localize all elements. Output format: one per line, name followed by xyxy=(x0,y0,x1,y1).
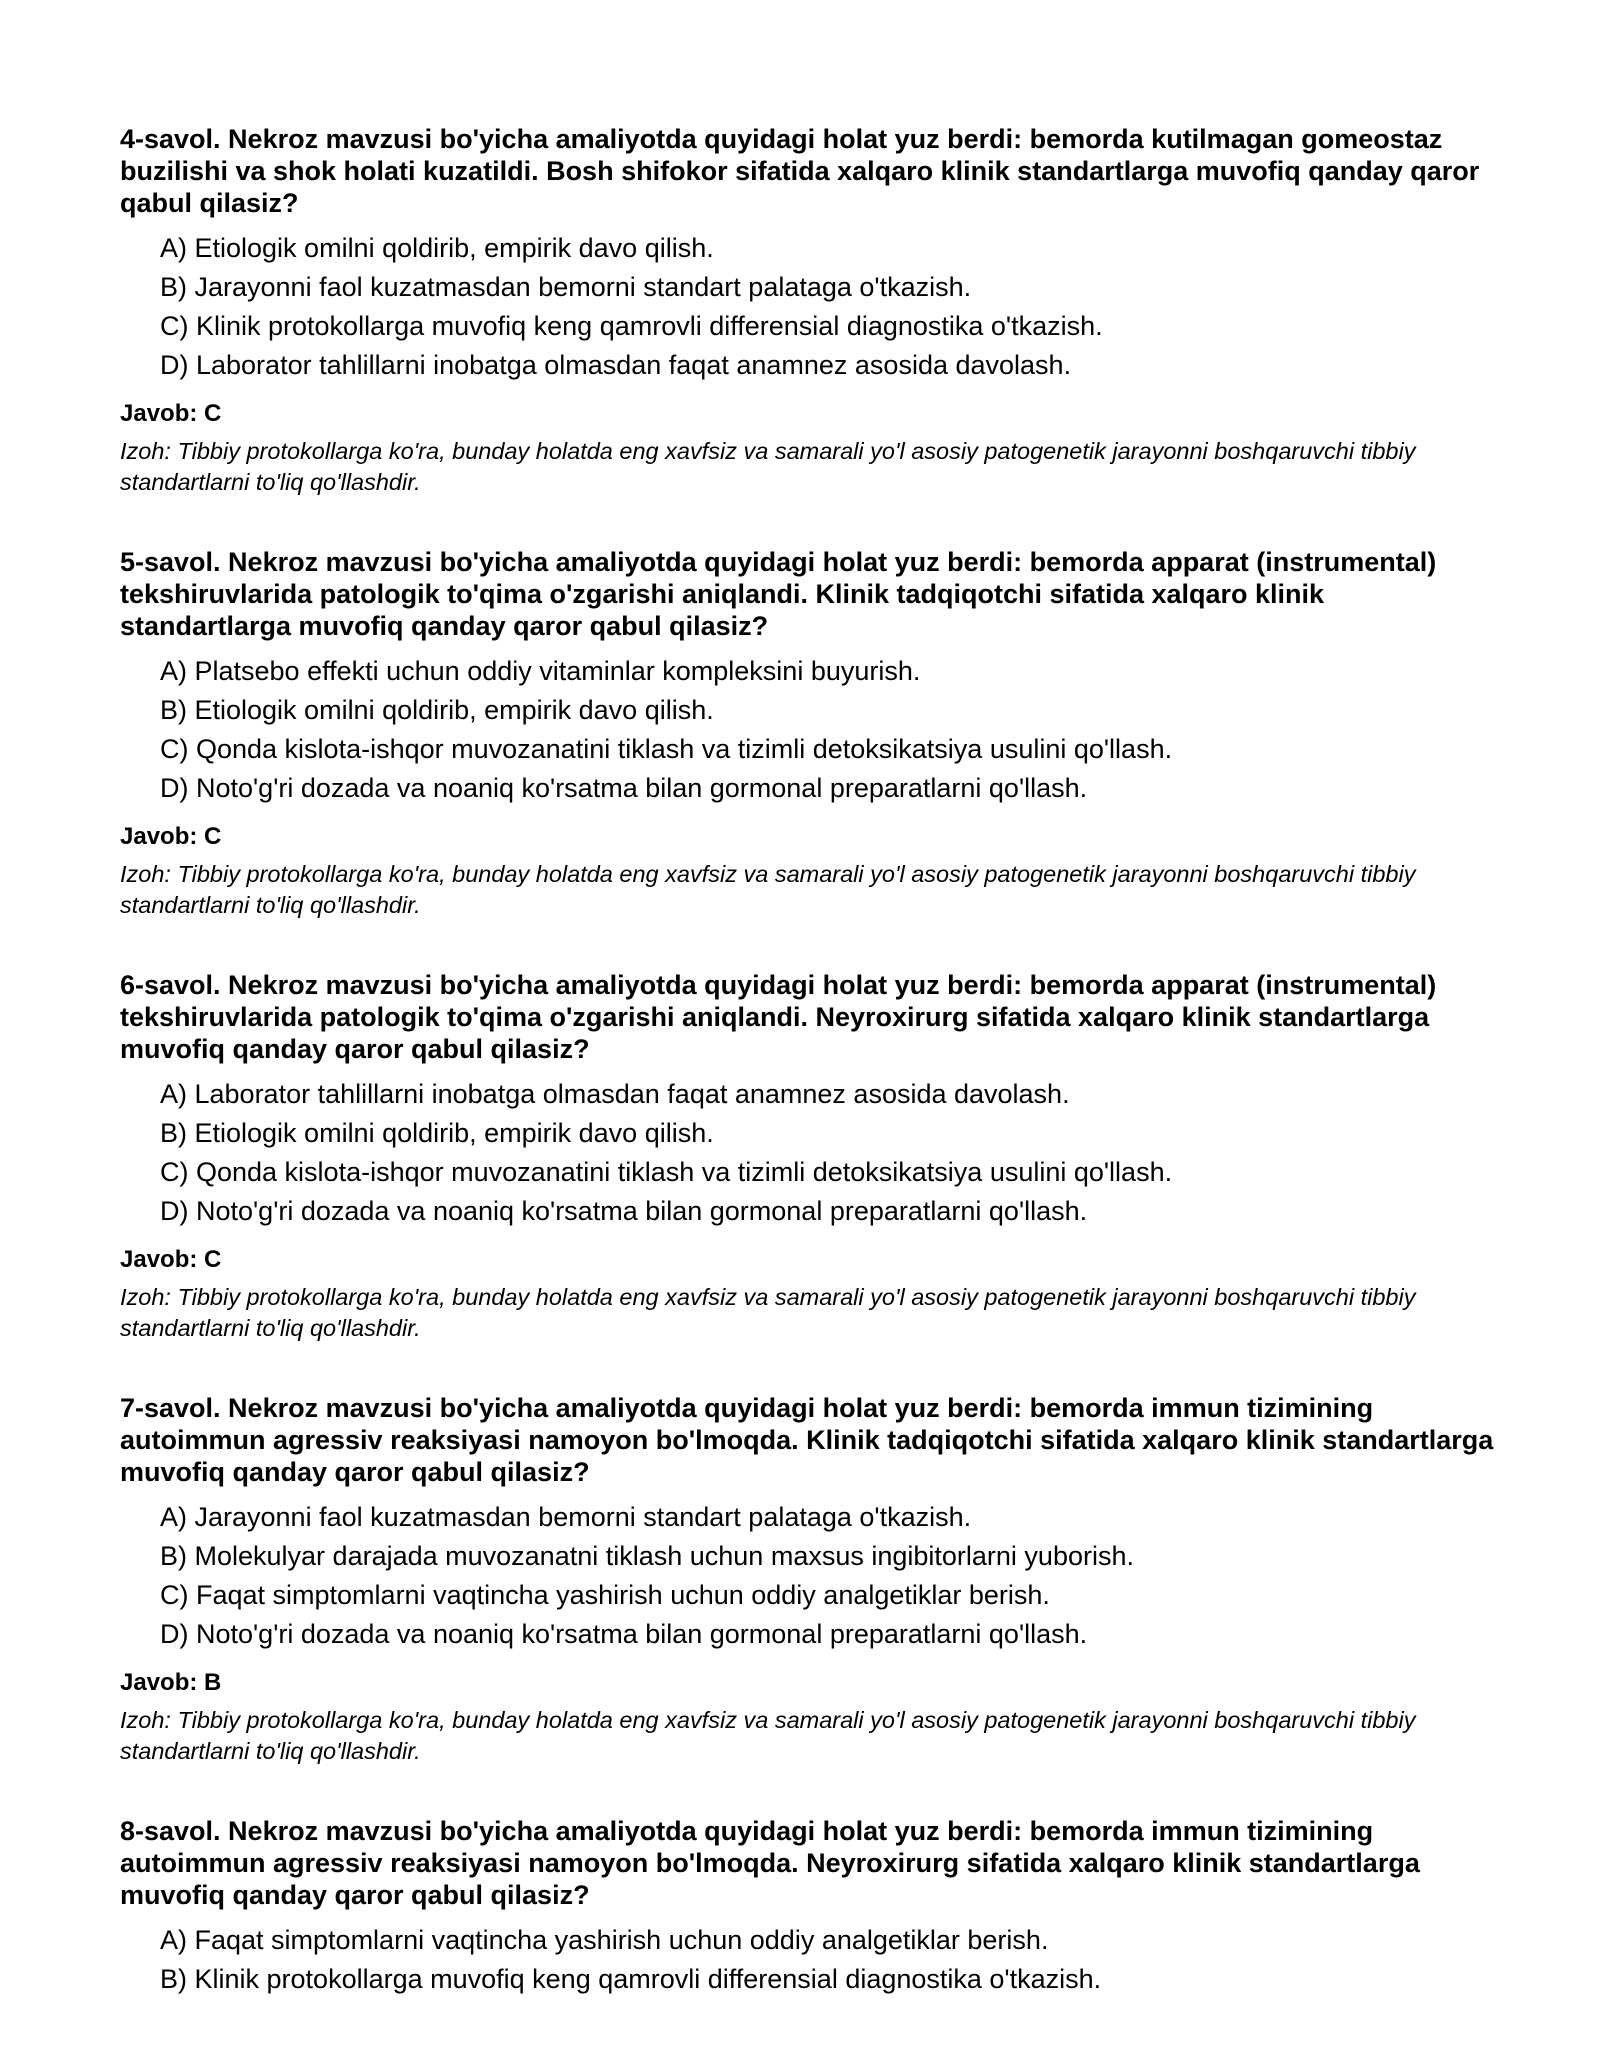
explanation: Izoh: Tibbiy protokollarga ko'ra, bunday holatda eng xavfsiz va samarali yo'l asosiy patogenetik jarayonni boshqaruvchi tibbiy standartlarni to'liq qo'llashdir. xyxy=(120,438,1416,495)
option-b: B) Etiologik omilni qoldirib, empirik davo qilish. xyxy=(160,695,714,725)
question-block xyxy=(120,1815,1500,1999)
option-c: C) Qonda kislota-ishqor muvozanatini tiklash va tizimli detoksikatsiya usulini qo'llash. xyxy=(160,1157,1173,1187)
option-c: C) Faqat simptomlarni vaqtincha yashirish uchun oddiy analgetiklar berish. xyxy=(160,1580,1050,1610)
answer-options xyxy=(160,652,1500,808)
question-title: 5-savol. Nekroz mavzusi bo'yicha amaliyotda quyidagi holat yuz berdi: bemorda apparat (instrumental) tekshiruvlarida patologik to'qima o'zgarishi aniqlandi. Klinik tadqiqotchi sifatida xalqaro klinik standartlarga muvofiq qanday qaror qabul qilasiz? xyxy=(120,547,1437,641)
question-block xyxy=(120,1392,1500,1767)
question-block xyxy=(120,546,1500,921)
question-title: 7-savol. Nekroz mavzusi bo'yicha amaliyotda quyidagi holat yuz berdi: bemorda immun tizimining autoimmun agressiv reaksiyasi namoyon bo'lmoqda. Klinik tadqiqotchi sifatida xalqaro klinik standartlarga muvofiq qanday qaror qabul qilasiz? xyxy=(120,1393,1494,1487)
question-title: 6-savol. Nekroz mavzusi bo'yicha amaliyotda quyidagi holat yuz berdi: bemorda apparat (instrumental) tekshiruvlarida patologik to'qima o'zgarishi aniqlandi. Neyroxirurg sifatida xalqaro klinik standartlarga muvofiq qanday qaror qabul qilasiz? xyxy=(120,970,1437,1064)
option-b: B) Etiologik omilni qoldirib, empirik davo qilish. xyxy=(160,1118,714,1148)
answer-options xyxy=(160,1921,1500,1999)
answer-key: Javob: C xyxy=(120,400,222,427)
question-title: 4-savol. Nekroz mavzusi bo'yicha amaliyotda quyidagi holat yuz berdi: bemorda kutilmagan gomeostaz buzilishi va shok holati kuzatildi. Bosh shifokor sifatida xalqaro klinik standartlarga muvofiq qanday qaror qabul qilasiz? xyxy=(120,124,1480,218)
option-d: D) Noto'g'ri dozada va noaniq ko'rsatma bilan gormonal preparatlarni qo'llash. xyxy=(160,773,1088,803)
option-a: A) Etiologik omilni qoldirib, empirik davo qilish. xyxy=(160,233,714,263)
explanation: Izoh: Tibbiy protokollarga ko'ra, bunday holatda eng xavfsiz va samarali yo'l asosiy patogenetik jarayonni boshqaruvchi tibbiy standartlarni to'liq qo'llashdir. xyxy=(120,861,1416,918)
option-a: A) Laborator tahlillarni inobatga olmasdan faqat anamnez asosida davolash. xyxy=(160,1079,1070,1109)
option-b: B) Klinik protokollarga muvofiq keng qamrovli differensial diagnostika o'tkazish. xyxy=(160,1964,1102,1994)
answer-key: Javob: C xyxy=(120,823,222,850)
answer-key: Javob: B xyxy=(120,1669,222,1696)
answer-options xyxy=(160,229,1500,385)
option-a: A) Faqat simptomlarni vaqtincha yashirish uchun oddiy analgetiklar berish. xyxy=(160,1925,1049,1955)
question-block xyxy=(120,123,1500,498)
question-block xyxy=(120,969,1500,1344)
option-b: B) Jarayonni faol kuzatmasdan bemorni standart palataga o'tkazish. xyxy=(160,272,972,302)
answer-key: Javob: C xyxy=(120,1246,222,1273)
option-d: D) Noto'g'ri dozada va noaniq ko'rsatma bilan gormonal preparatlarni qo'llash. xyxy=(160,1196,1088,1226)
answer-options xyxy=(160,1075,1500,1231)
option-a: A) Jarayonni faol kuzatmasdan bemorni standart palataga o'tkazish. xyxy=(160,1502,972,1532)
option-b: B) Molekulyar darajada muvozanatni tiklash uchun maxsus ingibitorlarni yuborish. xyxy=(160,1541,1134,1571)
option-d: D) Laborator tahlillarni inobatga olmasdan faqat anamnez asosida davolash. xyxy=(160,350,1072,380)
document-page xyxy=(120,123,1500,2047)
option-a: A) Platsebo effekti uchun oddiy vitaminlar kompleksini buyurish. xyxy=(160,656,921,686)
option-c: C) Qonda kislota-ishqor muvozanatini tiklash va tizimli detoksikatsiya usulini qo'llash. xyxy=(160,734,1173,764)
explanation: Izoh: Tibbiy protokollarga ko'ra, bunday holatda eng xavfsiz va samarali yo'l asosiy patogenetik jarayonni boshqaruvchi tibbiy standartlarni to'liq qo'llashdir. xyxy=(120,1707,1416,1764)
question-title: 8-savol. Nekroz mavzusi bo'yicha amaliyotda quyidagi holat yuz berdi: bemorda immun tizimining autoimmun agressiv reaksiyasi namoyon bo'lmoqda. Neyroxirurg sifatida xalqaro klinik standartlarga muvofiq qanday qaror qabul qilasiz? xyxy=(120,1816,1420,1910)
answer-options xyxy=(160,1498,1500,1654)
explanation: Izoh: Tibbiy protokollarga ko'ra, bunday holatda eng xavfsiz va samarali yo'l asosiy patogenetik jarayonni boshqaruvchi tibbiy standartlarni to'liq qo'llashdir. xyxy=(120,1284,1416,1341)
option-c: C) Klinik protokollarga muvofiq keng qamrovli differensial diagnostika o'tkazish. xyxy=(160,311,1103,341)
option-d: D) Noto'g'ri dozada va noaniq ko'rsatma bilan gormonal preparatlarni qo'llash. xyxy=(160,1619,1088,1649)
